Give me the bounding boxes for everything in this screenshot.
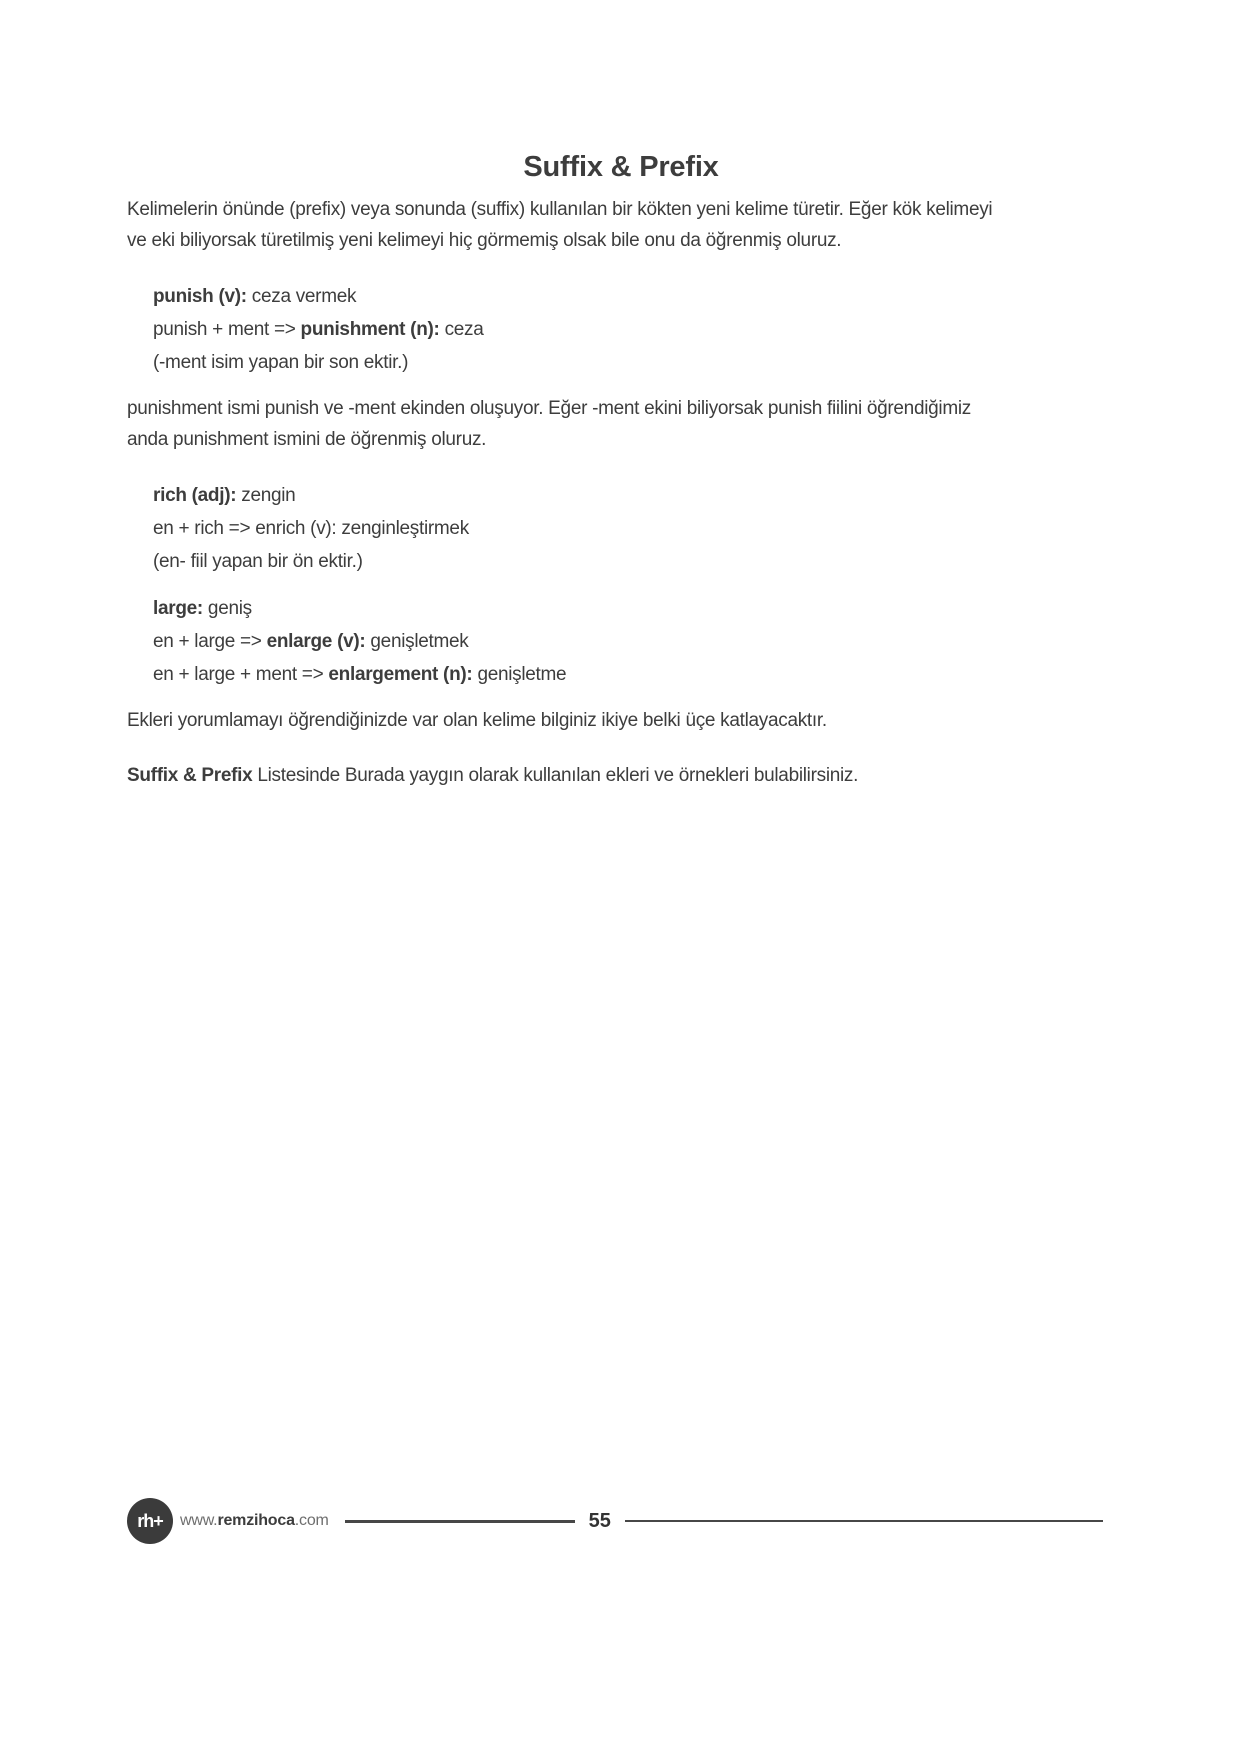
footer-rule-left xyxy=(345,1520,575,1523)
text-line: en + large + ment => enlargement (n): genişletme xyxy=(153,664,567,685)
text-line: en + rich => enrich (v): zenginleştirmek xyxy=(153,518,469,539)
example-block xyxy=(127,479,1115,578)
text-line: punishment ismi punish ve -ment ekinden oluşuyor. Eğer -ment ekini biliyorsak punish fiilini öğrendiğimiz xyxy=(127,398,971,419)
footer-url-brand: remzihoca xyxy=(217,1512,295,1529)
paragraph xyxy=(127,194,1115,256)
footer-url xyxy=(180,1512,329,1530)
text-line: ve eki biliyorsak türetilmiş yeni kelimeyi hiç görmemiş olsak bile onu da öğrenmiş oluruz. xyxy=(127,230,842,251)
text-line: (en- fiil yapan bir ön ektir.) xyxy=(153,551,363,572)
text-line: punish (v): ceza vermek xyxy=(153,286,357,307)
text-line: Suffix & Prefix Listesinde Burada yaygın olarak kullanılan ekleri ve örnekleri bulabilirsiniz. xyxy=(127,765,859,786)
example-block xyxy=(127,280,1115,379)
text-line: (-ment isim yapan bir son ektir.) xyxy=(153,352,409,373)
text-line: punish + ment => punishment (n): ceza xyxy=(153,319,484,340)
page-title: Suffix & Prefix xyxy=(523,151,719,183)
remzihoca-logo: rh+ xyxy=(127,1498,173,1544)
text-line: Kelimelerin önünde (prefix) veya sonunda (suffix) kullanılan bir kökten yeni kelime türetir. Eğer kök kelimeyi xyxy=(127,199,993,220)
footer-url-prefix: www. xyxy=(180,1512,218,1529)
page-content xyxy=(127,148,1115,815)
text-line: en + large => enlarge (v): genişletmek xyxy=(153,631,469,652)
page-number: 55 xyxy=(588,1509,611,1532)
footer-rule-right xyxy=(625,1520,1103,1522)
example-block xyxy=(127,592,1115,691)
content-blocks xyxy=(127,194,1115,791)
text-line: anda punishment ismini de öğrenmiş oluruz. xyxy=(127,429,487,450)
paragraph xyxy=(127,705,1115,736)
text-line: large: geniş xyxy=(153,598,252,619)
paragraph xyxy=(127,393,1115,455)
text-line: rich (adj): zengin xyxy=(153,485,296,506)
text-line: Ekleri yorumlamayı öğrendiğinizde var olan kelime bilginiz ikiye belki üçe katlayacaktır. xyxy=(127,710,827,731)
page-footer xyxy=(127,1498,1103,1544)
paragraph xyxy=(127,760,1115,791)
footer-url-suffix: .com xyxy=(294,1512,329,1529)
